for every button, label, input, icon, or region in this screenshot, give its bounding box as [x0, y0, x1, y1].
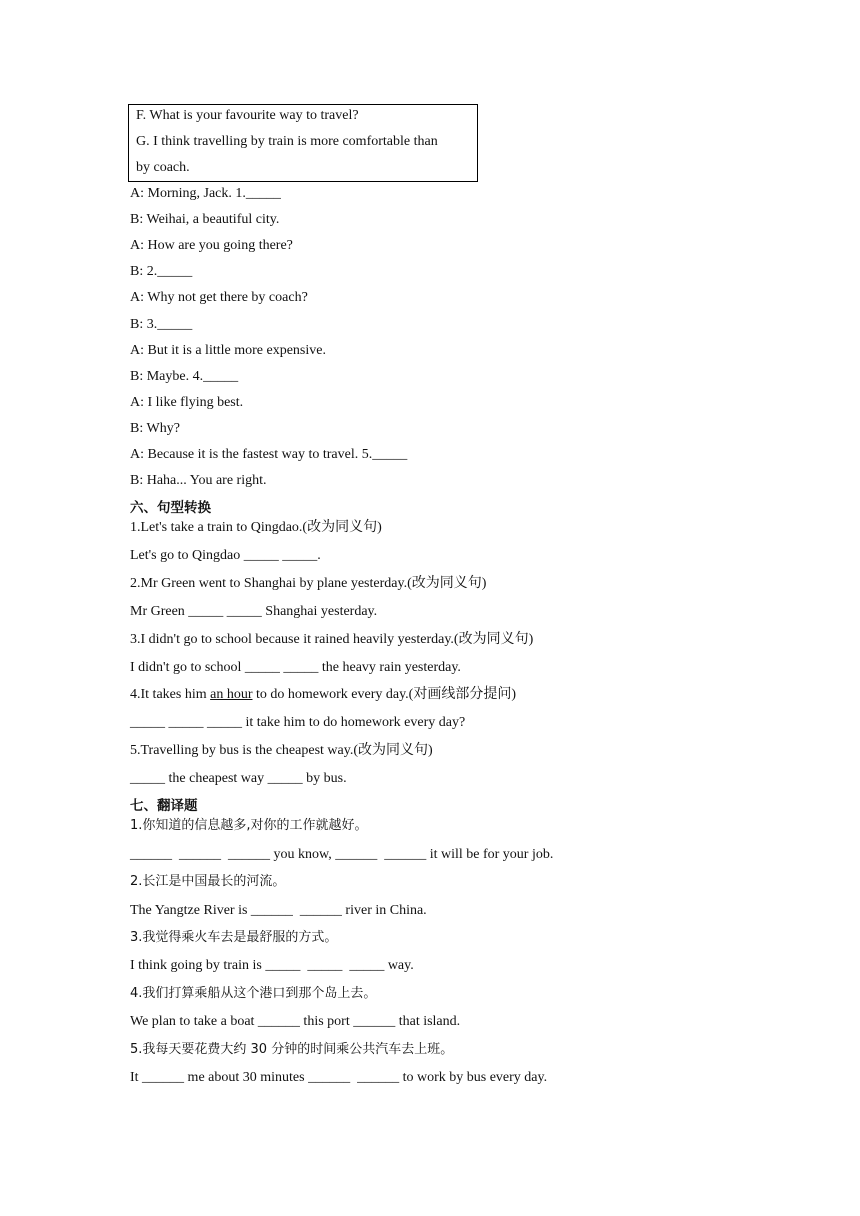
answer-line: I think going by train is _____ _____ _____ way.: [130, 958, 414, 973]
dialogue-line: A: Morning, Jack. 1._____: [130, 186, 281, 201]
dialogue-line: A: But it is a little more expensive.: [130, 343, 326, 358]
dialogue-line: B: Why?: [130, 421, 180, 436]
section-title: 七、翻译题: [130, 798, 198, 814]
question: [130, 686, 516, 704]
section-title: 六、句型转换: [130, 500, 211, 516]
option-g: G. I think travelling by train is more comfortable than: [136, 134, 438, 149]
dialogue-line: A: Why not get there by coach?: [130, 290, 308, 305]
question: 4.我们打算乘船从这个港口到那个岛上去。: [130, 986, 377, 1001]
answer-line: Let's go to Qingdao _____ _____.: [130, 548, 321, 563]
question: 2.长江是中国最长的河流。: [130, 874, 286, 889]
answer-line: ______ ______ ______ you know, ______ ______ it will be for your job.: [130, 847, 554, 862]
option-g-continued: by coach.: [136, 160, 190, 175]
dialogue-line: B: Weihai, a beautiful city.: [130, 212, 280, 227]
answer-line: The Yangtze River is ______ ______ river in China.: [130, 903, 427, 918]
question-text: 4.It takes him: [130, 687, 211, 702]
question: 5.我每天要花费大约 30 分钟的时间乘公共汽车去上班。: [130, 1042, 454, 1057]
dialogue-line: B: Maybe. 4._____: [130, 369, 239, 384]
answer-line: Mr Green _____ _____ Shanghai yesterday.: [130, 604, 378, 619]
question: 5.Travelling by bus is the cheapest way.(改为同义句): [130, 743, 433, 758]
dialogue-line: A: I like flying best.: [130, 395, 244, 410]
answer-line: I didn't go to school _____ _____ the heavy rain yesterday.: [130, 660, 461, 675]
dialogue-line: A: Because it is the fastest way to travel. 5._____: [130, 447, 408, 462]
answer-line: _____ the cheapest way _____ by bus.: [130, 771, 347, 786]
question: 2.Mr Green went to Shanghai by plane yesterday.(改为同义句): [130, 576, 487, 591]
answer-line: _____ _____ _____ it take him to do homework every day?: [130, 715, 466, 730]
dialogue-line: B: 2._____: [130, 264, 193, 279]
question: 1.Let's take a train to Qingdao.(改为同义句): [130, 520, 382, 535]
question-text: to do homework every day.(对画线部分提问): [252, 687, 516, 702]
answer-line: We plan to take a boat ______ this port ______ that island.: [130, 1014, 461, 1029]
underlined-phrase: an hour: [210, 687, 253, 702]
option-f: F. What is your favourite way to travel?: [136, 108, 359, 123]
question: 3.I didn't go to school because it rained heavily yesterday.(改为同义句): [130, 632, 534, 647]
dialogue-line: B: 3._____: [130, 317, 193, 332]
dialogue-line: B: Haha... You are right.: [130, 473, 267, 488]
question: 1.你知道的信息越多,对你的工作就越好。: [130, 818, 368, 833]
dialogue-line: A: How are you going there?: [130, 238, 293, 253]
answer-line: It ______ me about 30 minutes ______ ______ to work by bus every day.: [130, 1070, 548, 1085]
options-box: [128, 104, 478, 182]
question: 3.我觉得乘火车去是最舒服的方式。: [130, 930, 338, 945]
